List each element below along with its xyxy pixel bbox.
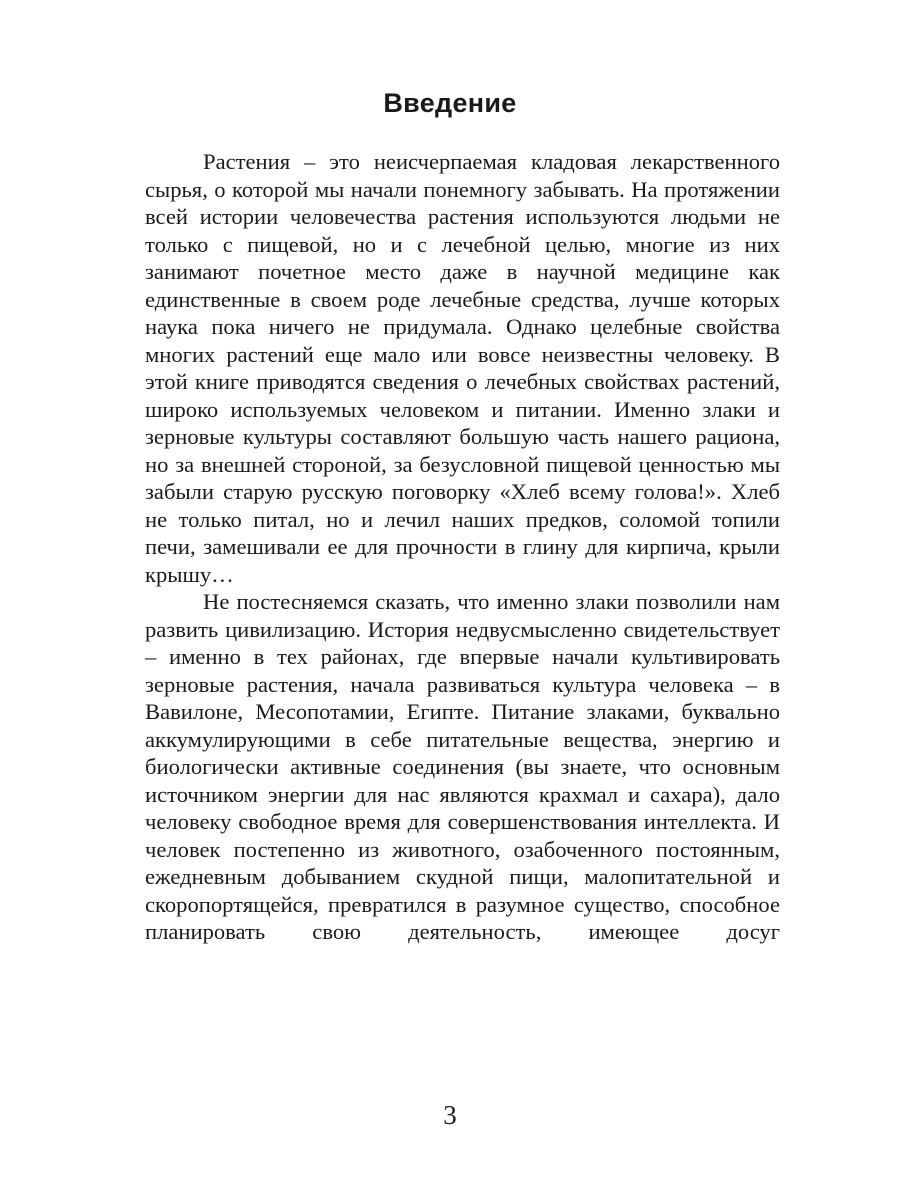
page-number: 3 <box>443 1100 457 1130</box>
paragraph-1: Растения – это неисчерпаемая кладовая лекарственного сырья, о которой мы начали понемногу забывать. На протяжении всей истории человечества растения используются людьми не только с пищевой, но и с лечебной целью, многие из них занимают почетное место даже в научной медицине как единственные в своем роде лечебные средства, лучше которых наука пока ничего не придумала. Однако целебные свойства многих растений еще мало или вовсе неизвестны человеку. В этой книге приводятся сведения о лечебных свойствах растений, широко используемых человеком и питании. Именно злаки и зерновые культуры составляют большую часть нашего рациона, но за внешней стороной, за безусловной пищевой ценностью мы забыли старую русскую поговорку «Хлеб всему голова!». Хлеб не только питал, но и лечил наших предков, соломой топили печи, замешивали ее для прочности в глину для кирпича, крыли крышу… <box>145 149 780 587</box>
body-text <box>145 148 780 946</box>
page-title: Введение <box>383 88 517 118</box>
paragraph-2: Не постесняемся сказать, что именно злаки позволили нам развить цивилизацию. История недвусмысленно свидетельствует – именно в тех районах, где впервые начали культивировать зерновые растения, начала развиваться культура человека – в Вавилоне, Месопотамии, Египте. Питание злаками, буквально аккумулирующими в себе питательные вещества, энергию и биологически активные соединения (вы знаете, что основным источником энергии для нас являются крахмал и сахара), дало человеку свободное время для совершенствования интеллекта. И человек постепенно из животного, озабоченного постоянным, ежедневным добыванием скудной пищи, малопитательной и скоропортящейся, превратился в разумное существо, способное планировать свою деятельность, имеющее досуг <box>145 589 780 944</box>
